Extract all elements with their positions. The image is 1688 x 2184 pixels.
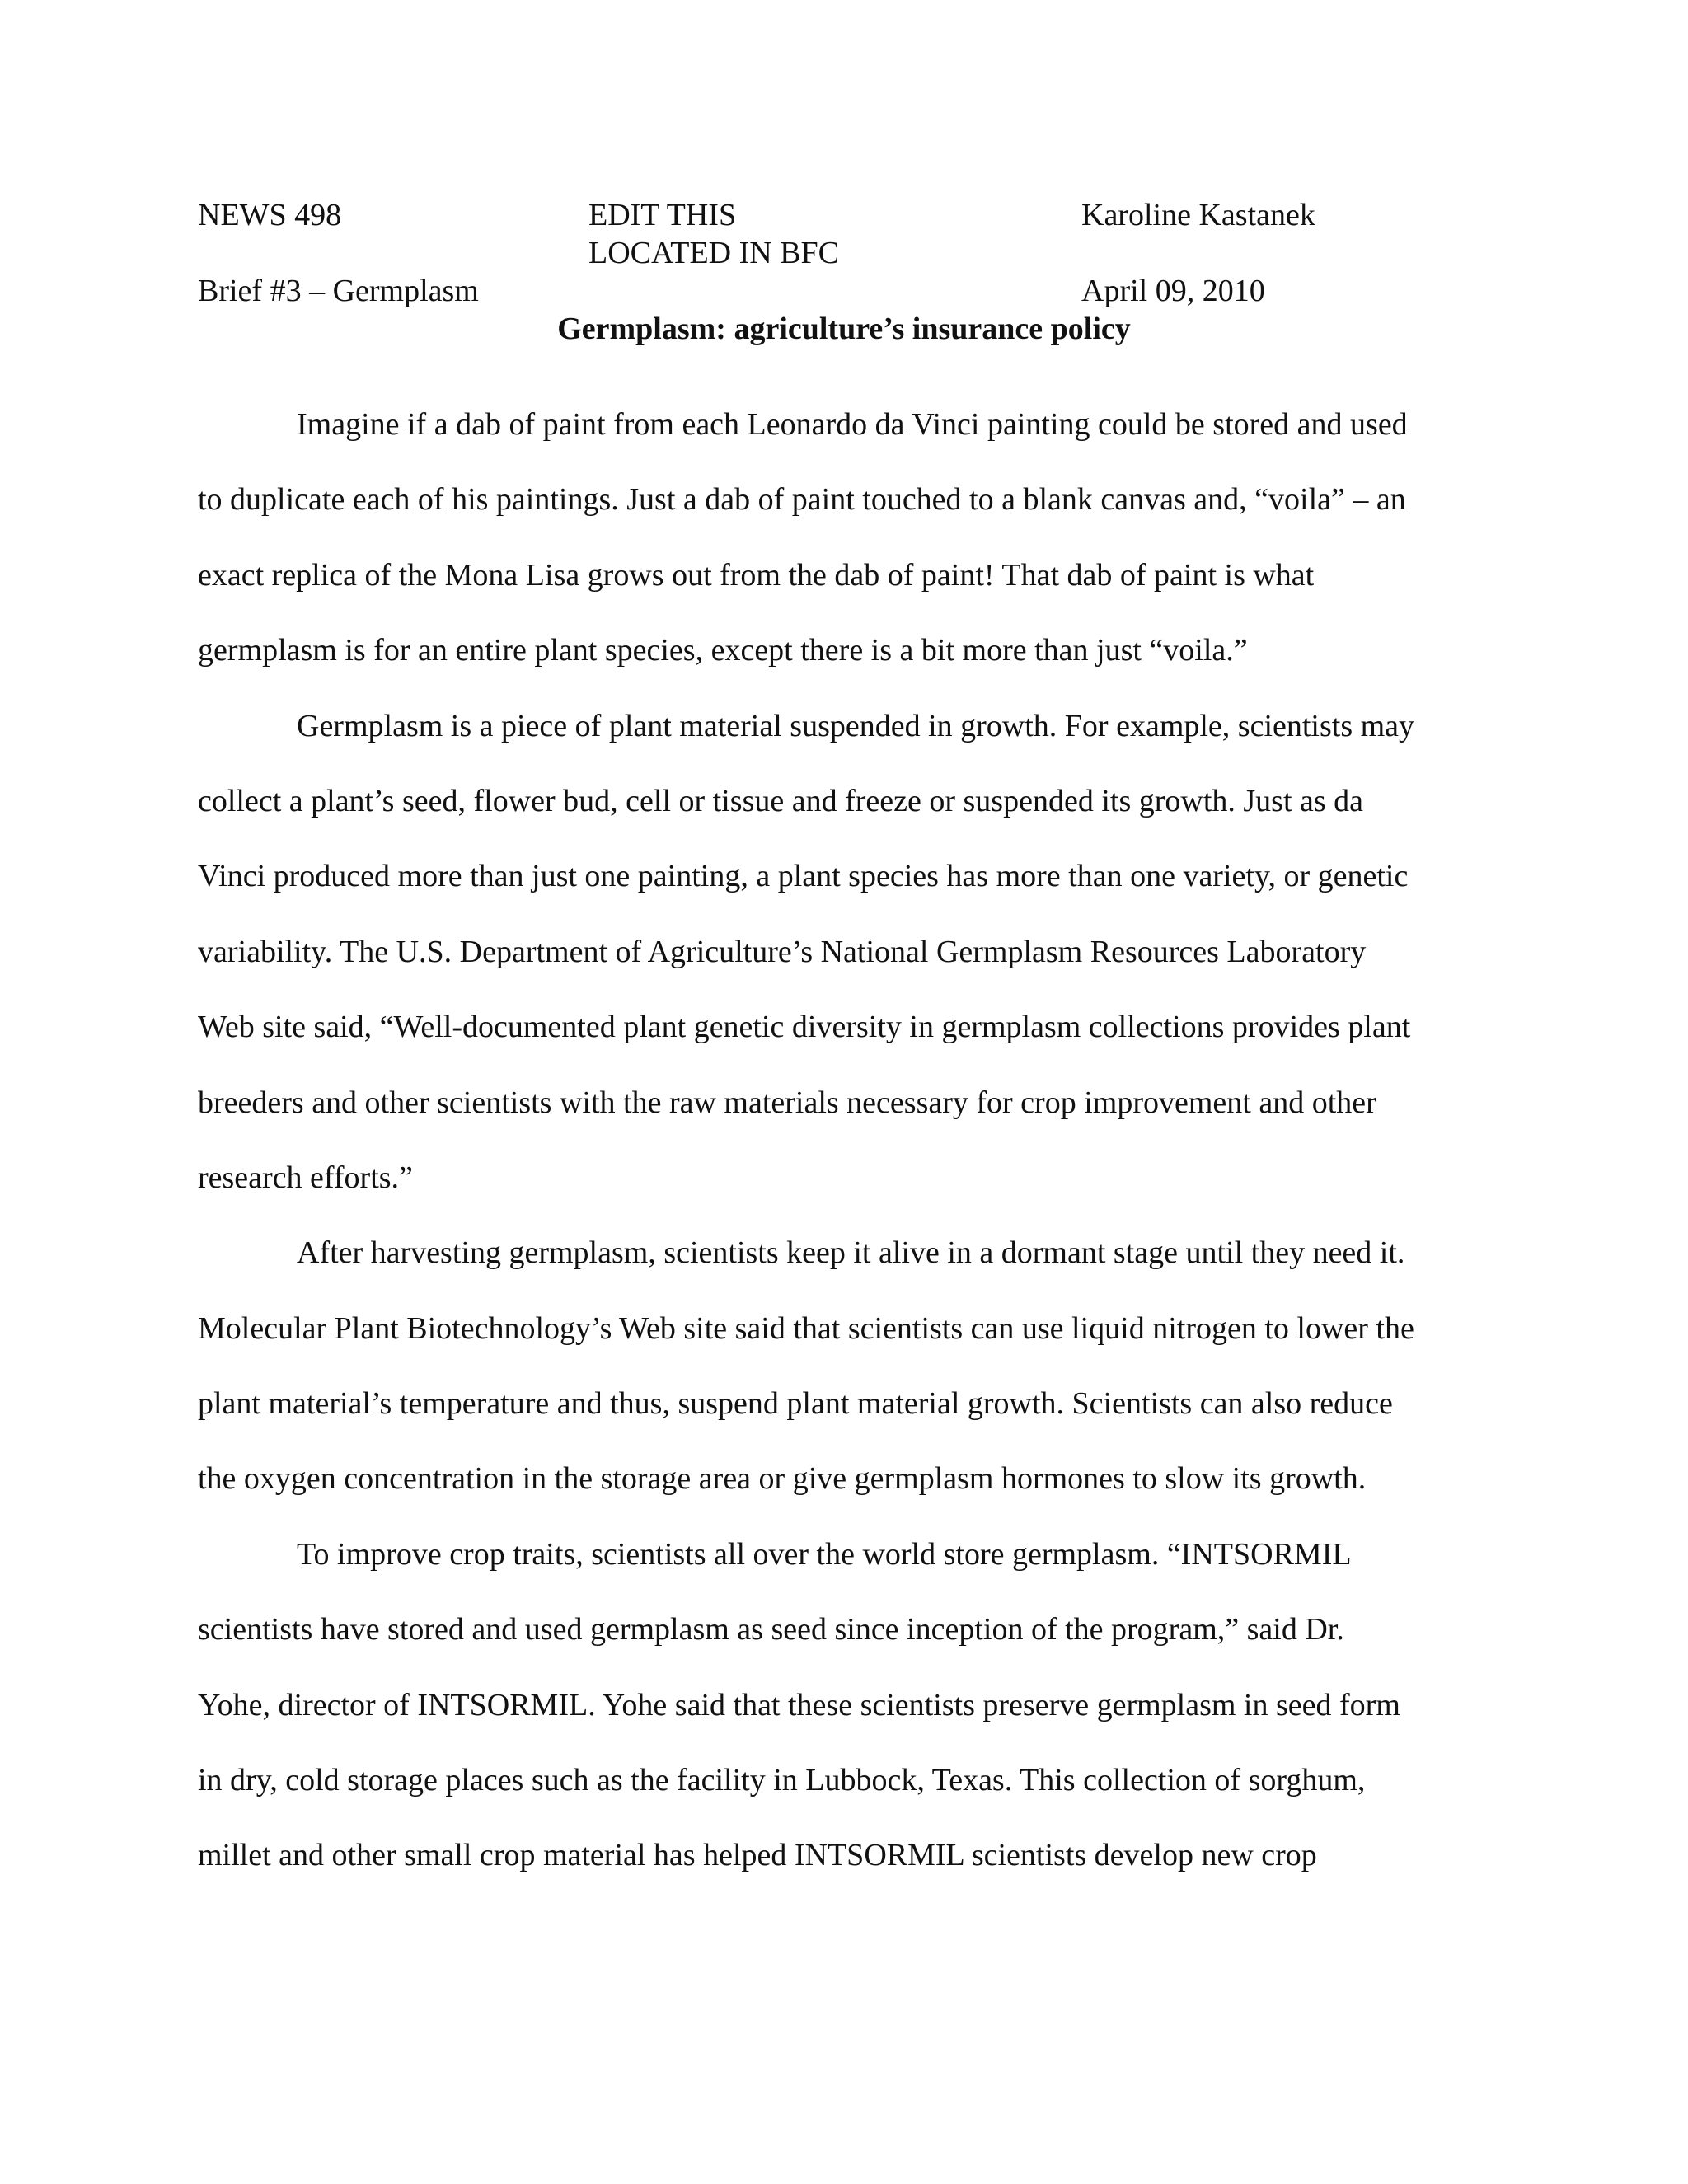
article-body: [198, 387, 1484, 1894]
body-line: plant material’s temperature and thus, suspend plant material growth. Scientists can also reduce: [198, 1386, 1393, 1422]
body-line: Germplasm is a piece of plant material suspended in growth. For example, scientists may: [297, 708, 1415, 743]
article-title: Germplasm: agriculture’s insurance policy: [557, 312, 1131, 346]
body-line: collect a plant’s seed, flower bud, cell or tissue and freeze or suspended its growth. Just as da: [198, 783, 1364, 818]
body-line: millet and other small crop material has helped INTSORMIL scientists develop new crop: [198, 1838, 1317, 1873]
body-line: Imagine if a dab of paint from each Leonardo da Vinci painting could be stored and used: [297, 407, 1408, 442]
body-line: Molecular Plant Biotechnology’s Web site said that scientists can use liquid nitrogen to lower the: [198, 1310, 1414, 1346]
body-line: variability. The U.S. Department of Agriculture’s National Germplasm Resources Laboratory: [198, 934, 1367, 969]
body-line: Yohe, director of INTSORMIL. Yohe said that these scientists preserve germplasm in seed form: [198, 1687, 1400, 1722]
body-line: breeders and other scientists with the raw materials necessary for crop improvement and other: [198, 1085, 1376, 1120]
course-label: NEWS 498: [198, 198, 342, 232]
date-label: April 09, 2010: [1081, 274, 1265, 308]
body-line: Web site said, “Well-documented plant genetic diversity in germplasm collections provides plant: [198, 1010, 1411, 1045]
body-line: Vinci produced more than just one painting, a plant species has more than one variety, or genetic: [198, 859, 1409, 894]
author-name: Karoline Kastanek: [1081, 198, 1315, 232]
body-line: exact replica of the Mona Lisa grows out from the dab of paint! That dab of paint is what: [198, 557, 1315, 593]
body-line: to duplicate each of his paintings. Just a dab of paint touched to a blank canvas and, “voila” – an: [198, 482, 1406, 518]
edit-note-line1: EDIT THIS: [588, 198, 737, 232]
body-line: in dry, cold storage places such as the facility in Lubbock, Texas. This collection of sorghum,: [198, 1763, 1366, 1798]
body-line: research efforts.”: [198, 1160, 413, 1195]
brief-label: Brief #3 – Germplasm: [198, 274, 479, 308]
body-line: scientists have stored and used germplasm as seed since inception of the program,” said Dr.: [198, 1612, 1344, 1647]
body-line: To improve crop traits, scientists all over the world store germplasm. “INTSORMIL: [297, 1536, 1352, 1572]
body-line: germplasm is for an entire plant species, except there is a bit more than just “voila.”: [198, 633, 1248, 668]
body-line: After harvesting germplasm, scientists keep it alive in a dormant stage until they need it.: [297, 1235, 1405, 1271]
edit-note-line2: LOCATED IN BFC: [588, 236, 840, 270]
body-line: the oxygen concentration in the storage area or give germplasm hormones to slow its growth.: [198, 1461, 1367, 1497]
